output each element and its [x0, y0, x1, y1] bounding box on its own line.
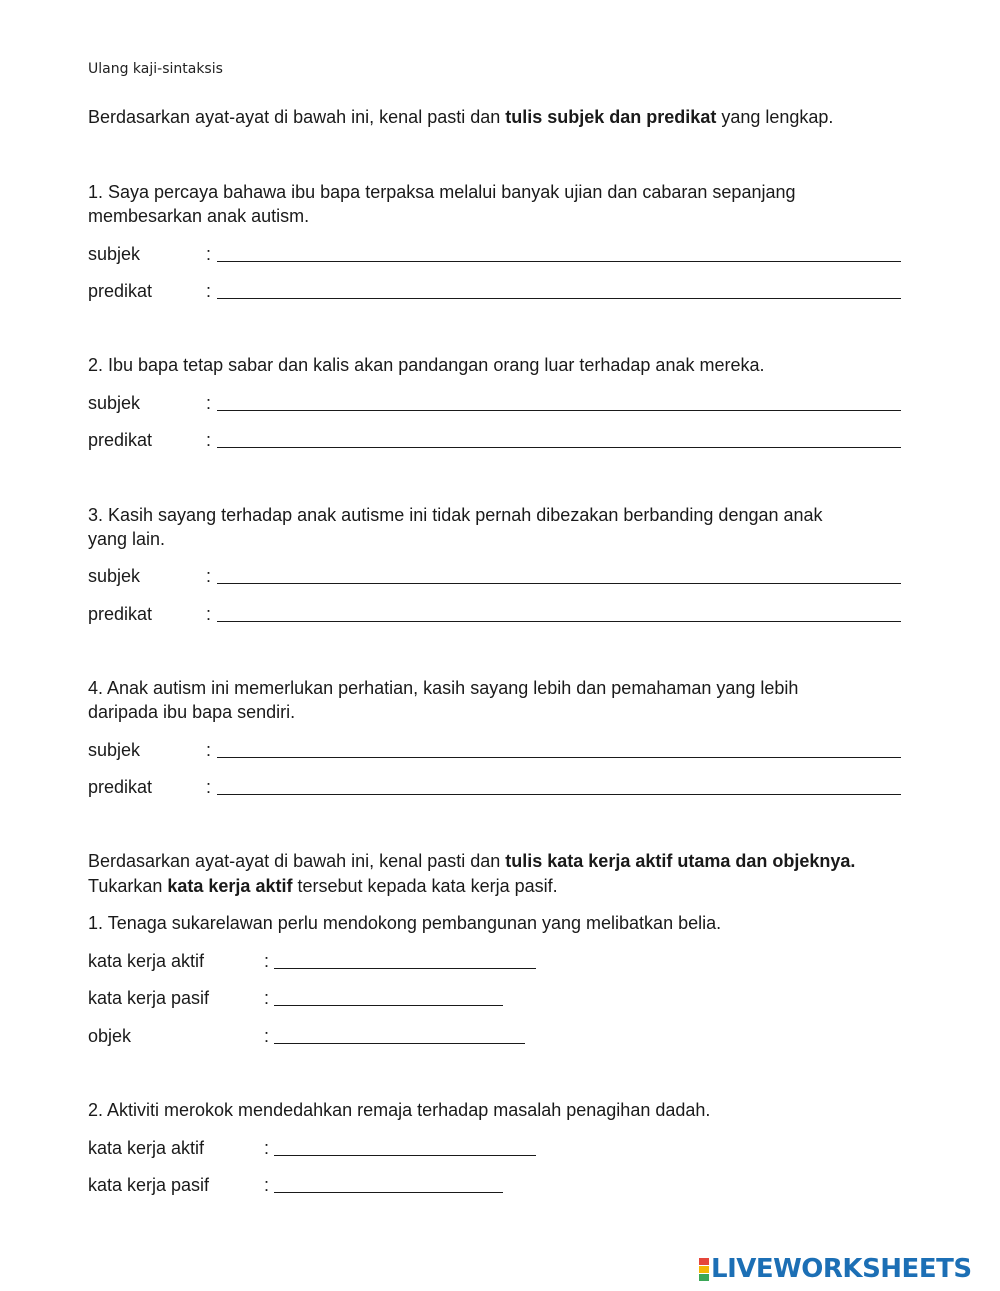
question-text: 1. Saya percaya bahawa ibu bapa terpaksa melalui banyak ujian dan cabaran sepanjang: [88, 182, 796, 202]
instruction-text: Tukarkan: [88, 876, 168, 896]
verb-question-2: [88, 1098, 908, 1122]
liveworksheets-logo: [699, 1254, 972, 1284]
question-text: daripada ibu bapa sendiri.: [88, 702, 296, 722]
colon: :: [206, 566, 212, 586]
subject-label: subjek: [88, 244, 141, 264]
object-label: objek: [88, 1026, 132, 1046]
predicate-answer-field[interactable]: [217, 298, 901, 299]
section1-instruction: [88, 105, 918, 130]
object-answer-field[interactable]: [274, 1043, 525, 1044]
subject-answer-field[interactable]: [217, 410, 901, 411]
instruction-text: yang lengkap.: [716, 107, 834, 127]
instruction-text: Berdasarkan ayat-ayat di bawah ini, kenal pasti dan: [88, 107, 506, 127]
question-text: 1. Tenaga sukarelawan perlu mendokong pembangunan yang melibatkan belia.: [88, 913, 722, 933]
question-1: [88, 180, 908, 228]
passive-verb-label: kata kerja pasif: [88, 988, 210, 1008]
colon: :: [206, 604, 212, 624]
subject-label: subjek: [88, 566, 141, 586]
question-text: 4. Anak autism ini memerlukan perhatian, kasih sayang lebih dan pemahaman yang lebih: [88, 678, 799, 698]
question-4: [88, 676, 908, 724]
logo-mark-icon: [699, 1258, 709, 1281]
colon: :: [206, 777, 212, 797]
predicate-answer-field[interactable]: [217, 794, 901, 795]
predicate-answer-field[interactable]: [217, 621, 901, 622]
predicate-label: predikat: [88, 281, 153, 301]
instruction-bold: kata kerja aktif: [167, 876, 293, 896]
subject-label: subjek: [88, 740, 141, 760]
subject-answer-field[interactable]: [217, 757, 901, 758]
predicate-label: predikat: [88, 604, 153, 624]
instruction-text: tersebut kepada kata kerja pasif.: [292, 876, 558, 896]
question-text: 3. Kasih sayang terhadap anak autisme ini tidak pernah dibezakan berbanding dengan anak: [88, 505, 823, 525]
colon: :: [264, 988, 270, 1008]
active-verb-label: kata kerja aktif: [88, 951, 205, 971]
active-verb-label: kata kerja aktif: [88, 1138, 205, 1158]
question-text: membesarkan anak autism.: [88, 206, 310, 226]
question-3: [88, 503, 908, 551]
section2-instruction: [88, 849, 868, 899]
colon: :: [264, 951, 270, 971]
colon: :: [264, 1138, 270, 1158]
question-text: yang lain.: [88, 529, 166, 549]
passive-verb-answer-field[interactable]: [274, 1005, 503, 1006]
question-text: 2. Aktiviti merokok mendedahkan remaja terhadap masalah penagihan dadah.: [88, 1100, 711, 1120]
logo-block: [699, 1274, 709, 1281]
worksheet-header: Ulang kaji-sintaksis: [88, 61, 223, 77]
instruction-bold: tulis kata kerja aktif utama dan objeknya.: [505, 851, 856, 871]
subject-label: subjek: [88, 393, 141, 413]
verb-question-1: [88, 911, 908, 935]
subject-answer-field[interactable]: [217, 583, 901, 584]
passive-verb-answer-field[interactable]: [274, 1192, 503, 1193]
colon: :: [264, 1175, 270, 1195]
question-2: [88, 353, 908, 377]
instruction-bold: tulis subjek dan predikat: [505, 107, 717, 127]
predicate-label: predikat: [88, 777, 153, 797]
logo-text: LIVEWORKSHEETS: [711, 1254, 972, 1284]
colon: :: [206, 740, 212, 760]
passive-verb-label: kata kerja pasif: [88, 1175, 210, 1195]
logo-block: [699, 1266, 709, 1273]
active-verb-answer-field[interactable]: [274, 1155, 536, 1156]
colon: :: [206, 244, 212, 264]
predicate-answer-field[interactable]: [217, 447, 901, 448]
subject-answer-field[interactable]: [217, 261, 901, 262]
predicate-label: predikat: [88, 430, 153, 450]
colon: :: [264, 1026, 270, 1046]
colon: :: [206, 281, 212, 301]
active-verb-answer-field[interactable]: [274, 968, 536, 969]
logo-block: [699, 1258, 709, 1265]
colon: :: [206, 393, 212, 413]
instruction-text: Berdasarkan ayat-ayat di bawah ini, kenal pasti dan: [88, 851, 506, 871]
question-text: 2. Ibu bapa tetap sabar dan kalis akan pandangan orang luar terhadap anak mereka.: [88, 355, 765, 375]
colon: :: [206, 430, 212, 450]
